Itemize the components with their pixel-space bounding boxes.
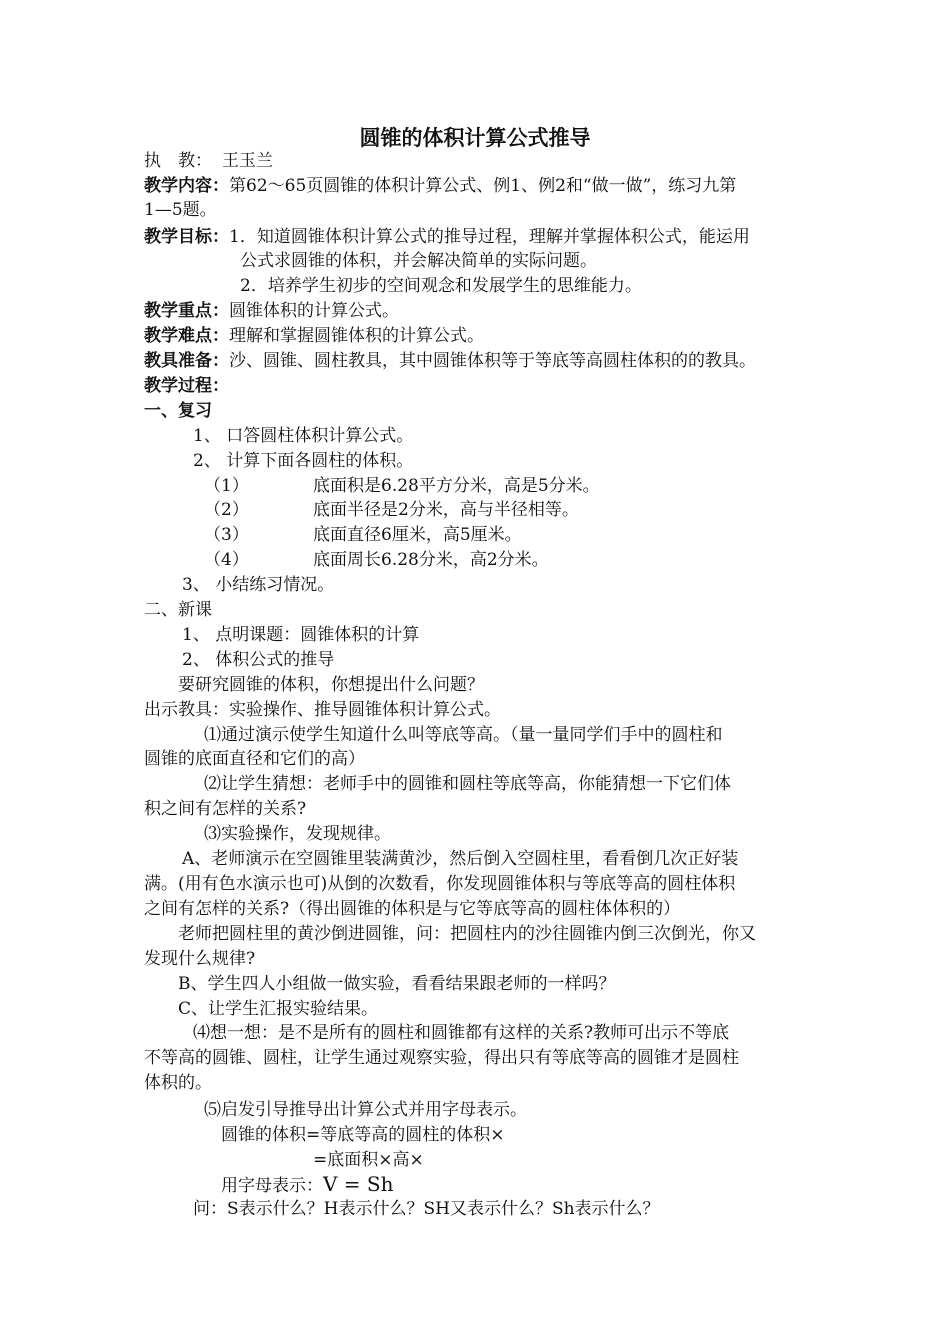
new-lesson-heading: 二、新课	[144, 600, 212, 620]
teacher-demo-line-2: 发现什么规律?	[144, 949, 256, 969]
page-title: 圆锥的体积计算公式推导	[359, 125, 591, 150]
review-sub-1-num: （1）	[204, 476, 249, 496]
review-sub-2-num: （2）	[204, 500, 249, 520]
content-line-1	[144, 174, 736, 198]
experiment-a-line-1: A、老师演示在空圆锥里装满黄沙，然后倒入空圆柱里，看看倒几次正好装	[182, 849, 739, 869]
review-item-1: 1、 口答圆柱体积计算公式。	[193, 426, 414, 446]
experiment-a-line-3: 之间有怎样的关系?（得出圆锥的体积是与它等底等高的圆柱体体积的）	[144, 899, 681, 919]
review-sub-4-text: 底面周长6.28分米，高2分米。	[313, 550, 549, 570]
teacher-line	[144, 149, 273, 173]
question-line: 要研究圆锥的体积，你想提出什么问题？	[178, 675, 484, 695]
goals-label: 教学目标：	[144, 227, 229, 247]
review-item-3: 3、 小结练习情况。	[182, 575, 335, 595]
step-2-line-a: ⑵让学生猜想：老师手中的圆锥和圆柱等底等高，你能猜想一下它们体	[204, 774, 731, 794]
review-heading: 一、复习	[144, 401, 212, 421]
experiment-c-line: C、让学生汇报实验结果。	[178, 999, 379, 1019]
experiment-b-line: B、学生四人小组做一做实验，看看结果跟老师的一样吗？	[178, 974, 616, 994]
review-sub-4-num: （4）	[204, 550, 249, 570]
formula-line-1: 圆锥的体积=等底等高的圆柱的体积×	[221, 1125, 505, 1145]
process-label: 教学过程：	[144, 376, 229, 396]
key-point-text: 圆锥体积的计算公式。	[229, 301, 399, 321]
teacher-label: 执 教：	[144, 151, 212, 171]
step-1-line-b: 圆锥的底面直径和它们的高）	[144, 749, 365, 769]
key-point-line	[144, 299, 399, 323]
formula-v-sh: V = Sh	[323, 1172, 394, 1196]
review-sub-2-text: 底面半径是2分米，高与半径相等。	[313, 500, 579, 520]
new-lesson-item-2: 2、 体积公式的推导	[182, 650, 335, 670]
new-lesson-item-1: 1、 点明课题：圆锥体积的计算	[182, 625, 420, 645]
goal-2-text: 2．培养学生初步的空间观念和发展学生的思维能力。	[240, 276, 642, 296]
step-4-line-a: ⑷想一想：是不是所有的圆柱和圆锥都有这样的关系?教师可出示不等底	[193, 1023, 730, 1043]
step-4-line-c: 体积的。	[144, 1073, 212, 1093]
tools-text: 沙、圆锥、圆柱教具，其中圆锥体积等于等底等高圆柱体积的的教具。	[229, 351, 756, 371]
content-text-1: 第62～65页圆锥的体积计算公式、例1、例2和“做一做”，练习九第	[229, 176, 737, 196]
show-tools-line: 出示教具：实验操作、推导圆锥体积计算公式。	[144, 700, 501, 720]
content-line-2: 1—5题。	[144, 200, 217, 220]
review-sub-3-text: 底面直径6厘米，高5厘米。	[313, 525, 522, 545]
question-symbols-line: 问：S表示什么？H表示什么？SH又表示什么？Sh表示什么？	[193, 1199, 660, 1219]
formula-line-2: =底面积×高×	[313, 1150, 424, 1170]
tools-label: 教具准备：	[144, 351, 229, 371]
difficulty-line	[144, 324, 484, 348]
step-5-line: ⑸启发引导推导出计算公式并用字母表示。	[204, 1100, 527, 1120]
key-point-label: 教学重点：	[144, 301, 229, 321]
difficulty-text: 理解和掌握圆锥体积的计算公式。	[229, 326, 484, 346]
step-3-line: ⑶实验操作，发现规律。	[204, 824, 391, 844]
step-1-line-a: ⑴通过演示使学生知道什么叫等底等高。（量一量同学们手中的圆柱和	[204, 725, 723, 745]
formula-letters-label: 用字母表示：	[221, 1176, 323, 1196]
review-sub-3-num: （3）	[204, 525, 249, 545]
difficulty-label: 教学难点：	[144, 326, 229, 346]
teacher-name: 王玉兰	[222, 151, 273, 171]
review-sub-1-text: 底面积是6.28平方分米，高是5分米。	[313, 476, 600, 496]
goal-1-text-a: 1．知道圆锥体积计算公式的推导过程，理解并掌握体积公式，能运用	[229, 227, 750, 247]
goal-1-text-b: 公式求圆锥的体积，并会解决简单的实际问题。	[240, 251, 597, 271]
experiment-a-line-2: 满。(用有色水演示也可)从倒的次数看，你发现圆锥体积与等底等高的圆柱体积	[144, 874, 736, 894]
goals-line-1	[144, 225, 750, 249]
review-item-2: 2、 计算下面各圆柱的体积。	[193, 451, 414, 471]
content-label: 教学内容：	[144, 176, 229, 196]
step-2-line-b: 积之间有怎样的关系?	[144, 799, 307, 819]
teacher-demo-line-1: 老师把圆柱里的黄沙倒进圆锥，问：把圆柱内的沙往圆锥内倒三次倒光，你又	[178, 924, 756, 944]
formula-line-3	[221, 1172, 394, 1198]
tools-line	[144, 349, 756, 373]
step-4-line-b: 不等高的圆锥、圆柱，让学生通过观察实验，得出只有等底等高的圆锥才是圆柱	[144, 1048, 739, 1068]
